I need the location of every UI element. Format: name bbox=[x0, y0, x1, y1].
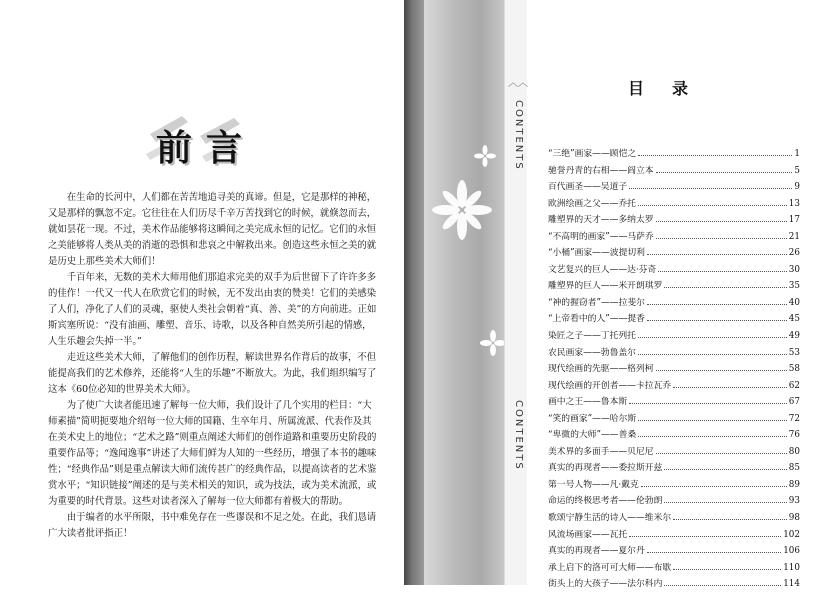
toc-leader-dots bbox=[658, 265, 786, 272]
toc-entry-title: “三绝”画家——顾恺之 bbox=[548, 149, 637, 159]
toc-entry bbox=[548, 560, 800, 577]
toc-entry-page: 49 bbox=[788, 331, 800, 342]
toc-entry-page: 17 bbox=[788, 215, 800, 226]
toc-leader-dots bbox=[656, 166, 793, 173]
preface-title-char-1: 前 bbox=[156, 127, 193, 169]
toc-entry-page: 45 bbox=[788, 314, 800, 325]
toc-entry-title: 命运的终极思考者——伦勃朗 bbox=[548, 496, 663, 507]
toc-entry-title: 百代画圣——吴道子 bbox=[548, 182, 628, 193]
toc-leader-dots bbox=[664, 579, 781, 586]
toc-entry bbox=[548, 262, 800, 279]
toc-entry-title: 染匠之子——丁托列托 bbox=[548, 331, 636, 342]
toc-entry-page: 85 bbox=[788, 463, 800, 474]
toc-entry bbox=[548, 212, 800, 229]
toc-entry-title: “小桶”画家——波提切利 bbox=[548, 248, 645, 259]
toc-entry-page: 21 bbox=[788, 231, 800, 242]
toc-entry-page: 93 bbox=[788, 496, 800, 507]
toc-entry-page: 58 bbox=[788, 364, 800, 375]
toc-entry bbox=[548, 345, 800, 362]
toc-entry bbox=[548, 146, 800, 163]
contents-side-label-top: CONTENTS bbox=[513, 100, 524, 171]
toc-entry bbox=[548, 427, 800, 444]
toc-entry-title: 真实的再现者——委拉斯开兹 bbox=[548, 463, 663, 474]
toc-entry-page: 26 bbox=[788, 248, 800, 259]
preface-paragraph: 为了使广大读者能迅速了解每一位大师，我们设计了几个实用的栏目：“大师素描”简明扼要地介绍每一位大师的国籍、生卒年月、所属流派、代表作及其在美术史上的地位；“艺术之路”则重点阐述大师们的创作道路和重要历史阶段的重要作品等；“逸闻逸事”讲述了大师们鲜为人知的一些经历，增强了本书的趣味性；“经典作品”则是重点解读大师们流传甚广的经典作品，以提高读者的艺术鉴赏水平；“知识链接”阐述的是与美术相关的知识，或为技法，或为美术流派，或为重要的时代背景。这些对读者深入了解每一位大师都有着极大的帮助。 bbox=[48, 400, 377, 507]
toc-entry-title: 歌颂宁静生活的诗人——维米尔 bbox=[548, 513, 672, 524]
toc-entry-title: 欧洲绘画之父——乔托 bbox=[548, 198, 636, 209]
toc-leader-dots bbox=[647, 248, 787, 255]
toc-entry-page: 67 bbox=[788, 397, 800, 408]
preface-body bbox=[48, 190, 378, 542]
toc-entry bbox=[548, 394, 800, 411]
toc-leader-dots bbox=[638, 199, 787, 206]
toc-leader-dots bbox=[656, 232, 787, 239]
toc-entry-page: 40 bbox=[788, 297, 800, 308]
toc-entry bbox=[548, 245, 800, 262]
toc-entry-title: 第一号人物——凡·戴克 bbox=[548, 479, 639, 490]
preface-title bbox=[150, 120, 260, 175]
toc-entry-page: 110 bbox=[783, 562, 800, 573]
toc-entry-title: 风流场画家——瓦托 bbox=[548, 529, 628, 540]
toc-entry-title: “神的握窃者”——拉斐尔 bbox=[548, 297, 645, 308]
toc-entry-title: 现代绘画的先驱——格列柯 bbox=[548, 364, 654, 375]
toc-entry-title: 现代绘画的开创者——卡拉瓦乔 bbox=[548, 380, 672, 391]
toc-entry-page: 76 bbox=[788, 430, 800, 441]
toc-leader-dots bbox=[638, 348, 787, 355]
book-spine-shadow bbox=[404, 0, 424, 585]
toc-entry bbox=[548, 229, 800, 246]
toc-leader-dots bbox=[656, 364, 787, 371]
toc-entry-title: 美术界的多面手——贝尼尼 bbox=[548, 446, 654, 457]
toc-entry-title: 街头上的大孩子——法尔科内 bbox=[548, 579, 663, 590]
toc-leader-dots bbox=[638, 331, 787, 338]
decorative-band bbox=[424, 0, 504, 585]
toc-entry-title: 雕塑界的巨人——米开朗琪罗 bbox=[548, 281, 663, 292]
toc-entry bbox=[548, 543, 800, 560]
toc-entry bbox=[548, 295, 800, 312]
toc-entry bbox=[548, 361, 800, 378]
toc-entry-title: “上帝看中的人”——提香 bbox=[548, 314, 645, 325]
toc-entry-page: 98 bbox=[788, 513, 800, 524]
toc-entry bbox=[548, 163, 800, 180]
toc-entry-page: 106 bbox=[783, 546, 800, 557]
toc-leader-dots bbox=[673, 381, 787, 388]
toc-entry bbox=[548, 527, 800, 544]
contents-side-label-bottom: CONTENTS bbox=[513, 400, 524, 471]
toc-entry-title: “不高明的画家”——马萨乔 bbox=[548, 231, 654, 242]
flower-star-icon bbox=[432, 180, 492, 240]
toc-leader-dots bbox=[656, 215, 787, 222]
toc-entry-title: “笑的画家”——哈尔斯 bbox=[548, 413, 637, 424]
toc-leader-dots bbox=[656, 447, 787, 454]
toc-leader-dots bbox=[629, 530, 781, 537]
toc-entry-page: 89 bbox=[788, 479, 800, 490]
toc-entry-title: “卑微的大师”——普桑 bbox=[548, 430, 637, 441]
toc-entry bbox=[548, 328, 800, 345]
toc-entry-page: 5 bbox=[794, 165, 800, 176]
toc-entry bbox=[548, 477, 800, 494]
toc-entry bbox=[548, 444, 800, 461]
toc-entry bbox=[548, 576, 800, 593]
toc-entry bbox=[548, 510, 800, 527]
toc-entry-page: 13 bbox=[788, 198, 800, 209]
toc-entry-page: 62 bbox=[788, 380, 800, 391]
preface-page bbox=[0, 0, 404, 585]
toc-entry-page: 114 bbox=[783, 579, 800, 590]
toc-entry bbox=[548, 311, 800, 328]
toc-entry-page: 35 bbox=[788, 281, 800, 292]
chevron-up-icon: ︿︿ bbox=[508, 78, 528, 89]
toc-leader-dots bbox=[629, 182, 792, 189]
preface-paragraph: 走近这些美术大师，了解他们的创作历程，解读世界名作背后的故事，不但能提高我们的艺术修养，还能将“人生的乐趣”不断放大。为此，我们组织编写了这本《60位必知的世界美术大师》。 bbox=[48, 352, 377, 395]
toc-leader-dots bbox=[629, 397, 787, 404]
preface-title-char-2: 言 bbox=[206, 127, 243, 169]
toc-entry-page: 102 bbox=[783, 529, 800, 540]
toc-entry-title: 承上启下的洛可可大师——布歇 bbox=[548, 562, 672, 573]
preface-paragraph: 千百年来，无数的美术大师用他们那追求完美的双手为后世留下了许许多多的佳作！一代又一代人在欣赏它们的时候，无不发出由衷的赞美！它们的美感染了人们，净化了人们的灵魂，驱使人类社会朝着“真、善、美”的方向前进。正如斯宾塞所说：“没有油画、雕塑、音乐、诗歌，以及各种自然美所引起的情感，人生乐趣会失掉一半。” bbox=[48, 272, 377, 347]
toc-entry bbox=[548, 179, 800, 196]
toc-entry bbox=[548, 196, 800, 213]
toc-entry-page: 1 bbox=[794, 149, 800, 159]
toc-leader-dots bbox=[647, 314, 787, 321]
flower-star-icon bbox=[474, 145, 496, 167]
toc-leader-dots bbox=[664, 463, 786, 470]
toc-list bbox=[548, 146, 800, 593]
toc-entry-title: 农民画家——勃鲁盖尔 bbox=[548, 347, 636, 358]
toc-entry bbox=[548, 378, 800, 395]
toc-leader-dots bbox=[641, 480, 787, 487]
toc-entry bbox=[548, 278, 800, 295]
toc-leader-dots bbox=[664, 496, 786, 503]
toc-entry-title: 雕塑界的天才——多纳太罗 bbox=[548, 215, 654, 226]
toc-entry bbox=[548, 411, 800, 428]
toc-entry-page: 30 bbox=[788, 264, 800, 275]
toc-leader-dots bbox=[638, 149, 792, 156]
toc-title: 目录 bbox=[628, 79, 717, 98]
preface-paragraph: 由于编者的水平所限，书中难免存在一些谬误和不足之处。在此，我们恳请广大读者批评指正！ bbox=[48, 512, 377, 539]
toc-leader-dots bbox=[673, 563, 781, 570]
toc-entry bbox=[548, 460, 800, 477]
toc-entry-title: 驰誉丹青的右相——阎立本 bbox=[548, 165, 654, 176]
flower-star-icon bbox=[480, 330, 506, 356]
preface-paragraph: 在生命的长河中，人们都在苦苦地追寻美的真谛。但是，它是那样的神秘，又是那样的飘忽不定。它往往在人们历尽千辛万苦找到它的时候，就倏忽而去，就如昙花一现。不过，美术作品能够将这瞬间之美完成永恒的记忆。它们的永恒之美能够将人类从美的消逝的恐惧和悲哀之中解救出来。创造这些永恒之美的就是历史上那些美术大师们！ bbox=[48, 192, 377, 267]
toc-entry-title: 文艺复兴的巨人——达·芬奇 bbox=[548, 264, 657, 275]
toc-leader-dots bbox=[638, 430, 787, 437]
toc-leader-dots bbox=[673, 513, 787, 520]
toc-entry-title: 真实的再现者——夏尔丹 bbox=[548, 546, 645, 557]
toc-entry-title: 画中之王——鲁本斯 bbox=[548, 397, 628, 408]
toc-entry-page: 72 bbox=[788, 413, 800, 424]
toc-entry-page: 9 bbox=[794, 182, 800, 193]
toc-leader-dots bbox=[647, 298, 787, 305]
toc-entry bbox=[548, 493, 800, 510]
toc-entry-page: 80 bbox=[788, 446, 800, 457]
toc-leader-dots bbox=[638, 414, 787, 421]
toc-entry-page: 53 bbox=[788, 347, 800, 358]
toc-leader-dots bbox=[647, 546, 781, 553]
toc-leader-dots bbox=[664, 281, 786, 288]
